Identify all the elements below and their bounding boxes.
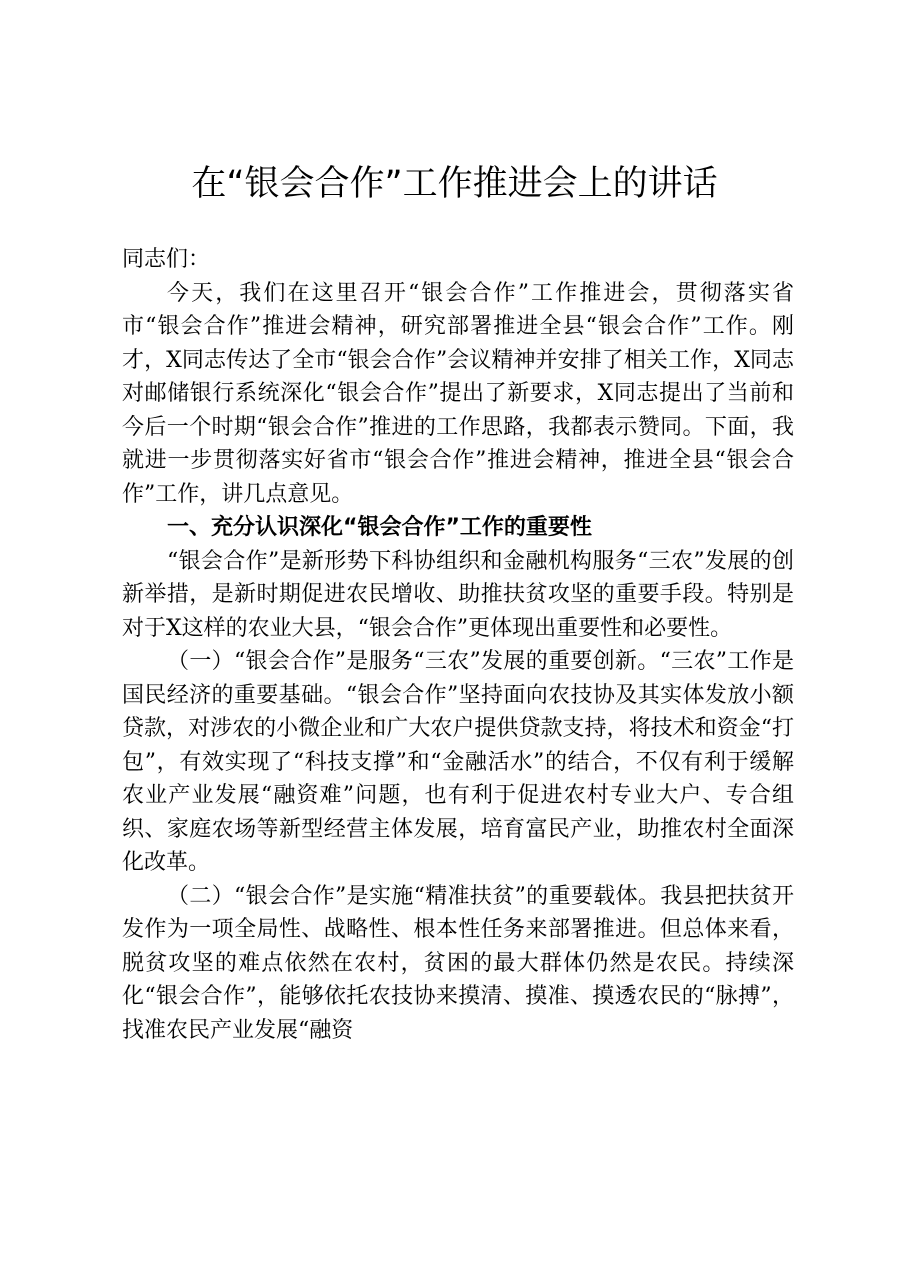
document-body [122, 243, 794, 1047]
point-2-paragraph [122, 880, 794, 1048]
document-title: 在“银会合作”工作推进会上的讲话 [191, 164, 718, 204]
point-1-paragraph [122, 645, 794, 880]
point-2-lead: （二）“银会合作”是实施“精准扶贫”的重要载体。 [167, 883, 661, 909]
point-2-body: 我县把扶贫开发作为一项全局性、战略性、根本性任务来部署推进。但总体来看，脱贫攻坚的难点依然在农村，贫困的最大群体仍然是农民。持续深化“银会合作”，能够依托农技协来摸清、摸准、摸透农民的“脉搏”，找准农民产业发展“融资 [122, 883, 794, 1043]
point-1-body: “三农”工作是国民经济的重要基础。“银会合作”坚持面向农技协及其实体发放小额贷款，对涉农的小微企业和广大农户提供贷款支持，将技术和资金“打包”，有效实现了“科技支撑”和“金融活水”的结合，不仅有利于缓解农业产业发展“融资难”问题，也有利于促进农村专业大户、专合组织、家庭农场等新型经营主体发展，培育富民产业，助推农村全面深化改革。 [122, 649, 794, 875]
opening-paragraph: 今天，我们在这里召开“银会合作”工作推进会，贯彻落实省市“银会合作”推进会精神，研究部署推进全县“银会合作”工作。刚才，X同志传达了全市“银会合作”会议精神并安排了相关工作，X同志对邮储银行系统深化“银会合作”提出了新要求，X同志提出了当前和今后一个时期“银会合作”推进的工作思路，我都表示赞同。下面，我就进一步贯彻落实好省市“银会合作”推进会精神，推进全县“银会合作”工作，讲几点意见。 [122, 280, 794, 507]
section-heading: 一、充分认识深化“银会合作”工作的重要性 [167, 515, 592, 540]
salutation: 同志们： [122, 247, 211, 272]
point-1-lead: （一）“银会合作”是服务“三农”发展的重要创新。 [167, 649, 660, 674]
section-intro-paragraph: “银会合作”是新形势下科协组织和金融机构服务“三农”发展的创新举措，是新时期促进农民增收、助推扶贫攻坚的重要手段。特别是对于X这样的农业大县，“银会合作”更体现出重要性和必要性。 [122, 548, 794, 641]
